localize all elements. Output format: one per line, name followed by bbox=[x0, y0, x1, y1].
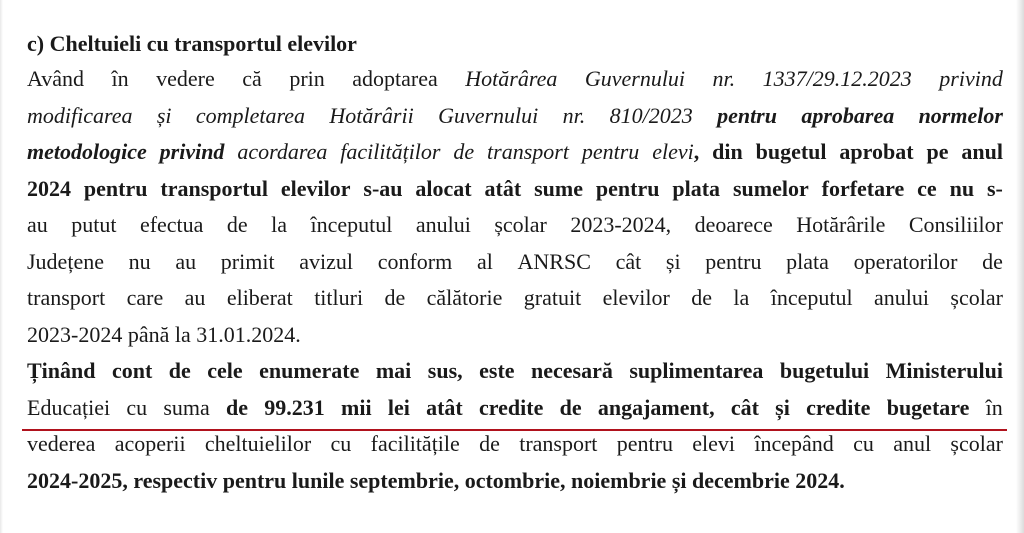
text-line bbox=[27, 98, 1003, 135]
word: pe bbox=[926, 139, 949, 164]
word: sumelor bbox=[732, 175, 809, 201]
word: bugetul bbox=[755, 139, 827, 164]
word: facilităților bbox=[340, 139, 441, 164]
word: transport bbox=[519, 431, 598, 456]
word: putut bbox=[71, 212, 117, 237]
word: de bbox=[982, 248, 1003, 274]
word: anul bbox=[893, 431, 932, 456]
word: pentru bbox=[717, 102, 777, 128]
word: acoperii bbox=[114, 431, 186, 456]
word: eliberat bbox=[226, 285, 293, 310]
word: Hotărârii bbox=[329, 102, 414, 128]
word: s- bbox=[987, 175, 1003, 201]
word: normelor bbox=[918, 102, 1003, 128]
word: anului bbox=[874, 285, 929, 310]
word: cât bbox=[615, 248, 642, 274]
word: vederea bbox=[27, 431, 96, 456]
word: aprobat bbox=[839, 139, 914, 164]
word: pentru bbox=[83, 175, 148, 201]
word: nr. bbox=[712, 66, 736, 91]
word: școlar bbox=[950, 285, 1003, 310]
word: cele bbox=[207, 358, 243, 383]
word: operatorilor bbox=[853, 248, 958, 274]
word: transport bbox=[487, 139, 569, 164]
word: nu bbox=[949, 175, 975, 201]
word: privind bbox=[159, 139, 225, 164]
word: avizul bbox=[299, 248, 354, 274]
text-line bbox=[27, 426, 1003, 463]
word: Ținând bbox=[27, 358, 96, 383]
word: elevi, bbox=[652, 139, 700, 164]
page-edge-right bbox=[1016, 0, 1024, 533]
word: de bbox=[226, 212, 248, 237]
word: alocat bbox=[415, 175, 472, 201]
word: modificarea bbox=[27, 102, 133, 128]
word: pentru bbox=[581, 139, 640, 164]
word: din bbox=[712, 139, 743, 164]
word: nr. bbox=[562, 102, 586, 128]
word: Hotărârile bbox=[796, 212, 886, 237]
word: suplimentarea bbox=[629, 358, 764, 383]
word: sume bbox=[534, 175, 583, 201]
word: cont bbox=[111, 358, 153, 383]
page-edge-left bbox=[0, 0, 3, 533]
word: școlar bbox=[494, 212, 547, 237]
word: vedere bbox=[156, 66, 215, 91]
word: cheltuielilor bbox=[204, 431, 312, 456]
word: Consiliilor bbox=[908, 212, 1003, 237]
text-line bbox=[27, 390, 1003, 427]
word: mii bbox=[341, 394, 372, 420]
word: și bbox=[775, 394, 790, 420]
word: 2024 bbox=[27, 175, 71, 201]
word: Având bbox=[27, 66, 85, 91]
text-run: 2024-2025, respectiv pentru lunile septembrie, octombrie, noiembrie și decembrie 2024. bbox=[27, 467, 845, 493]
word: plata bbox=[786, 248, 829, 274]
section-heading: c) Cheltuieli cu transportul elevilor bbox=[27, 31, 357, 56]
word: transport bbox=[27, 285, 106, 310]
text-line bbox=[27, 353, 1003, 390]
section-body bbox=[27, 61, 1003, 499]
word: cu bbox=[126, 394, 148, 420]
word: de bbox=[226, 394, 249, 420]
word: 99.231 bbox=[264, 394, 325, 420]
word: în bbox=[985, 394, 1003, 420]
word: titluri bbox=[314, 285, 364, 310]
word: ANRSC bbox=[517, 248, 591, 274]
word: sus, bbox=[427, 358, 463, 383]
word: gratuit bbox=[523, 285, 582, 310]
word: cât bbox=[730, 394, 759, 420]
word: completarea bbox=[195, 102, 306, 128]
word: primit bbox=[220, 248, 275, 274]
text-line bbox=[27, 244, 1003, 281]
text-line bbox=[27, 171, 1003, 208]
text-line bbox=[27, 463, 1003, 500]
word: conform bbox=[377, 248, 453, 274]
word: lei bbox=[387, 394, 410, 420]
text-line bbox=[27, 134, 1003, 171]
word: aprobarea bbox=[801, 102, 895, 128]
annotation-underline bbox=[22, 429, 1007, 431]
word: deoarece bbox=[694, 212, 773, 237]
word: este bbox=[479, 358, 515, 383]
word: școlar bbox=[950, 431, 1003, 456]
text-line bbox=[27, 280, 1003, 317]
word: ce bbox=[917, 175, 937, 201]
word: enumerate bbox=[259, 358, 360, 383]
word: Guvernului bbox=[438, 102, 539, 128]
word: de bbox=[384, 285, 406, 310]
word: pentru bbox=[595, 175, 660, 201]
word: necesară bbox=[531, 358, 613, 383]
word: Educației bbox=[27, 394, 111, 420]
word: elevilor bbox=[602, 285, 670, 310]
word: plata bbox=[672, 175, 721, 201]
word: mai bbox=[375, 358, 412, 383]
word: la bbox=[271, 212, 288, 237]
word: s-au bbox=[363, 175, 403, 201]
word: bugetului bbox=[779, 358, 870, 383]
word: privind bbox=[939, 66, 1003, 91]
word: au bbox=[175, 248, 197, 274]
word: în bbox=[111, 66, 129, 91]
word: pentru bbox=[705, 248, 762, 274]
text-line bbox=[27, 61, 1003, 98]
word: forfetare bbox=[821, 175, 905, 201]
word: că bbox=[242, 66, 262, 91]
word: acordarea bbox=[237, 139, 328, 164]
word: de bbox=[479, 431, 500, 456]
word: nu bbox=[128, 248, 151, 274]
word: transportul bbox=[160, 175, 268, 201]
word: la bbox=[733, 285, 750, 310]
word: elevi bbox=[692, 431, 736, 456]
word: și bbox=[665, 248, 681, 274]
word: de bbox=[168, 358, 191, 383]
word: al bbox=[476, 248, 493, 274]
word: suma bbox=[163, 394, 210, 420]
word: bugetare bbox=[886, 394, 970, 420]
word: au bbox=[27, 212, 48, 237]
word: 2023-2024, bbox=[570, 212, 672, 237]
word: de bbox=[453, 139, 475, 164]
word: atât bbox=[484, 175, 522, 201]
word: Guvernului bbox=[584, 66, 686, 91]
text-line bbox=[27, 317, 1003, 354]
word: anului bbox=[415, 212, 471, 237]
word: cu bbox=[330, 431, 352, 456]
word: 810/2023 bbox=[609, 102, 693, 128]
word: angajament, bbox=[597, 394, 715, 420]
word: credite bbox=[479, 394, 544, 420]
word: de bbox=[559, 394, 582, 420]
word: prin bbox=[289, 66, 325, 91]
word: începutul bbox=[310, 212, 393, 237]
word: Ministerului bbox=[885, 358, 1003, 383]
word: atât bbox=[426, 394, 463, 420]
word: Județene bbox=[27, 248, 104, 274]
word: 1337/29.12.2023 bbox=[762, 66, 912, 91]
word: facilitățile bbox=[370, 431, 460, 456]
word: începând bbox=[754, 431, 834, 456]
word: anul bbox=[961, 139, 1003, 164]
word: și bbox=[156, 102, 172, 128]
word: adoptarea bbox=[352, 66, 438, 91]
text-line bbox=[27, 207, 1003, 244]
word: Hotărârea bbox=[465, 66, 558, 91]
word: călătorie bbox=[426, 285, 503, 310]
word: începutul bbox=[770, 285, 853, 310]
word: elevilor bbox=[280, 175, 351, 201]
word: au bbox=[184, 285, 206, 310]
word: metodologice bbox=[27, 139, 147, 164]
word: cu bbox=[853, 431, 874, 456]
word: de bbox=[691, 285, 713, 310]
word: efectua bbox=[139, 212, 204, 237]
word: care bbox=[126, 285, 164, 310]
text-run: 2023-2024 până la 31.01.2024. bbox=[27, 321, 301, 347]
word: credite bbox=[806, 394, 871, 420]
word: pentru bbox=[616, 431, 673, 456]
